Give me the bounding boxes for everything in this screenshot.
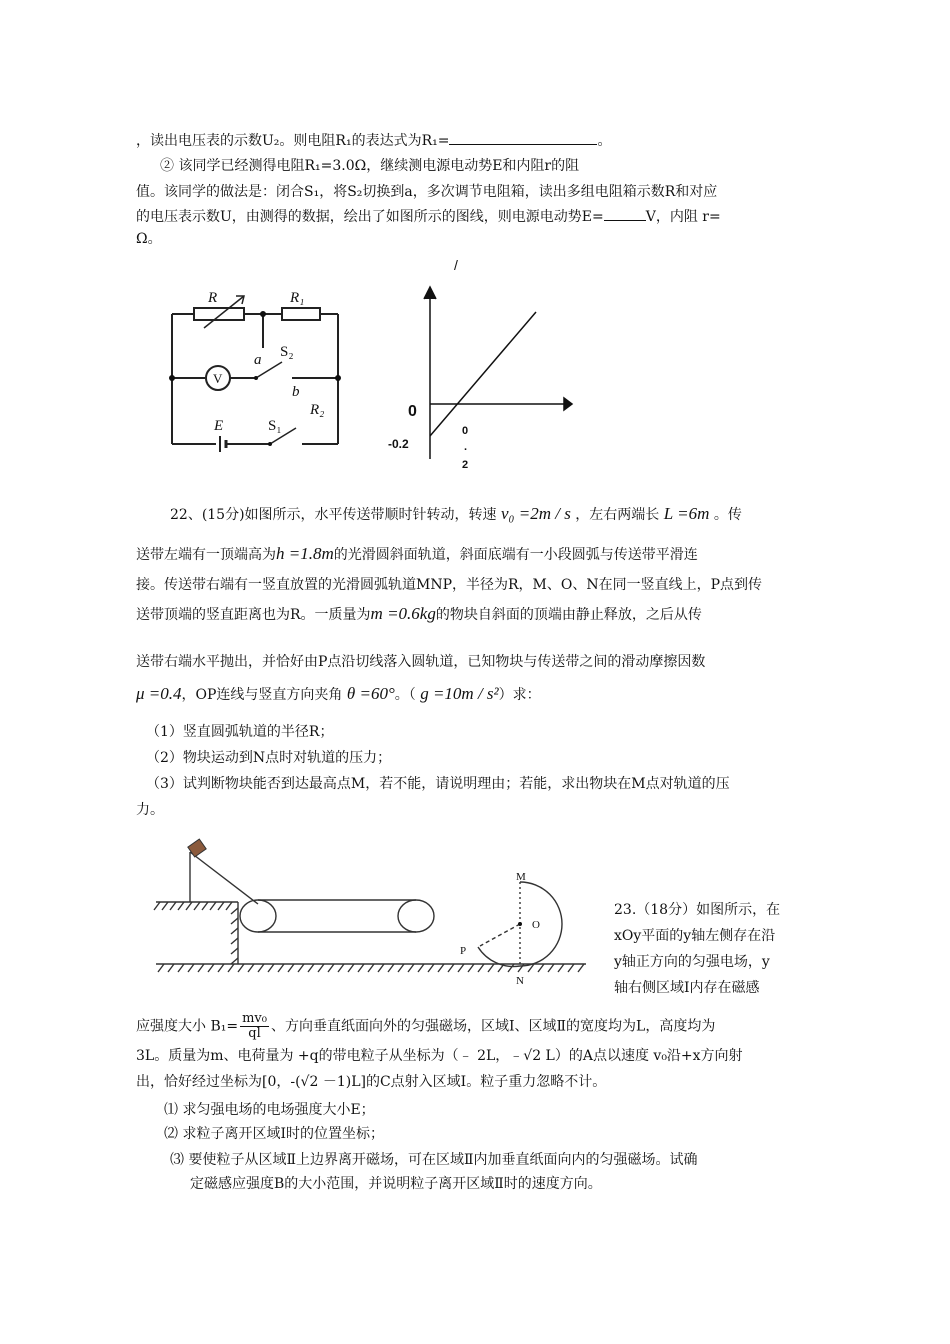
fraction-denominator: ql [248,1026,261,1041]
graph-line [430,312,536,436]
label-o: O [532,919,540,931]
q22-item3: （3）试判断物块能否到达最高点M，若不能，请说明理由；若能，求出物块在M点对轨道的压 [146,776,730,792]
q23-item1: ⑴ 求匀强电场的电场强度大小E； [164,1102,375,1118]
q21-line4-end: V，内阻 r= [645,209,721,225]
q22-l6c: ）求： [498,687,541,703]
q22-l2b: 的光滑圆斜面轨道，斜面底端有一小段圆弧与传送带平滑连 [333,547,698,563]
q22-line1 [170,504,742,525]
label-e: E [214,418,224,434]
q22-line2 [136,544,698,565]
label-r1: R₁ [290,290,305,306]
q22-l1b: ，左右两端长 [575,507,660,523]
q23-line3: 出，恰好经过坐标为[0，-(√2 －1)L]的C点射入区域Ⅰ。粒子重力忽略不计。 [136,1074,607,1090]
q22-length: L =6m [663,504,710,523]
q23-r1: 23.（18分）如图所示，在 [614,902,781,918]
label-m: M [516,871,526,883]
q23-r4: 轴右侧区域Ⅰ内存在磁感 [614,980,760,996]
circuit-diagram [160,278,360,456]
q22-g: g =10m / s² [420,684,499,703]
q21-line1 [136,130,611,151]
label-n: N [516,975,524,987]
q22-l4b: 的物块自斜面的顶端由静止释放，之后从传 [435,607,702,623]
q22-l6b: 。（ [394,687,416,703]
graph-tick-0: 0 [462,425,469,437]
label-v: V [213,371,223,386]
q21-line4 [136,206,721,227]
resistor-box-r [194,308,244,320]
fraction-numerator: mv₀ [242,1011,267,1026]
q22-mass: m =0.6kg [370,604,436,623]
q21-line1-text: ，读出电压表的示数U₂。则电阻R₁的表达式为R₁= [136,133,450,149]
q22-line4 [136,604,702,625]
q21-line2: ② 该同学已经测得电阻R₁=3.0Ω，继续测电源电动势E和内阻r的阻 [160,158,580,174]
q22-height: h =1.8m [276,544,334,563]
q23-item3: ⑶ 要使粒子从区域Ⅱ上边界离开磁场，可在区域Ⅱ内加垂直纸面向内的匀强磁场。试确 [170,1152,698,1168]
q22-v0: v₀ =2m / s [501,504,571,523]
q23-l1b: 、方向垂直纸面向外的匀强磁场，区域Ⅰ、区域Ⅱ的宽度均为L，高度均为 [270,1018,716,1035]
q23-r3: y轴正方向的匀强电场，y [614,954,770,970]
label-s2: S₂ [280,344,294,360]
label-r: R [208,290,218,306]
graph-intercept: -0.2 [388,437,409,451]
q22-theta: θ =60° [346,684,395,703]
graph-origin: 0 [408,403,417,420]
label-b: b [292,384,300,400]
answer-blank-r1[interactable] [449,130,597,145]
answer-blank-emf[interactable] [604,206,646,221]
q23-line1 [136,1012,715,1041]
q21-line4-text: 的电压表示数U，由测得的数据，绘出了如图所示的图线，则电源电动势E= [136,209,604,225]
q22-item1: （1）竖直圆弧轨道的半径R； [146,724,334,740]
q22-line3: 接。传送带右端有一竖直放置的光滑圆弧轨道MNP，半径为R，M、O、N在同一竖直线上，P点到传 [136,577,763,593]
label-s1: S₁ [268,418,282,434]
q22-item2: （2）物块运动到N点时对轨道的压力； [146,750,392,766]
q22-line5: 送带右端水平抛出，并恰好由P点沿切线落入圆轨道，已知物块与传送带之间的滑动摩擦因数 [136,654,706,670]
q22-l4a: 送带顶端的竖直距离也为R。一质量为 [136,607,371,623]
b1-fraction [240,1012,269,1041]
u-r-graph [380,254,580,474]
q21-line5: Ω。 [136,231,162,247]
label-a: a [254,352,262,368]
graph-tick-dot: . [464,441,468,453]
label-p: P [460,945,467,957]
q23-item2: ⑵ 求粒子离开区域Ⅰ时的位置坐标； [164,1126,384,1142]
graph-slash: / [454,257,458,273]
q22-l6a: ，OP连线与竖直方向夹角 [181,687,343,703]
label-r2: R₂ [310,402,325,418]
q23-item3b: 定磁感应强度B的大小范围，并说明粒子离开区域Ⅱ时的速度方向。 [190,1176,602,1192]
q23-r2: xOy平面的y轴左侧存在沿 [614,928,776,944]
q22-mu: μ =0.4 [136,684,182,703]
conveyor-figure [150,836,590,996]
q22-l1c: 。传 [713,507,742,523]
graph-tick-2: 2 [462,459,469,471]
q22-l2a: 送带左端有一顶端高为 [136,547,276,563]
q23-line2: 3L。质量为m、电荷量为 +q的带电粒子从坐标为（﹣ 2L，﹣√2 L）的A点以速度 v₀沿+x方向射 [136,1048,743,1064]
q22-l1a: 22、(15分)如图所示，水平传送带顺时针转动，转速 [170,507,497,523]
q21-line3: 值。该同学的做法是：闭合S₁，将S₂切换到a，多次调节电阻箱，读出多组电阻箱示数R和对应 [136,184,718,200]
q21-line1-end: 。 [597,133,612,149]
q22-item3b: 力。 [136,802,164,818]
q23-l1a: 应强度大小 B₁= [136,1018,239,1035]
q22-line6 [136,684,541,705]
resistor-r1 [282,308,320,320]
